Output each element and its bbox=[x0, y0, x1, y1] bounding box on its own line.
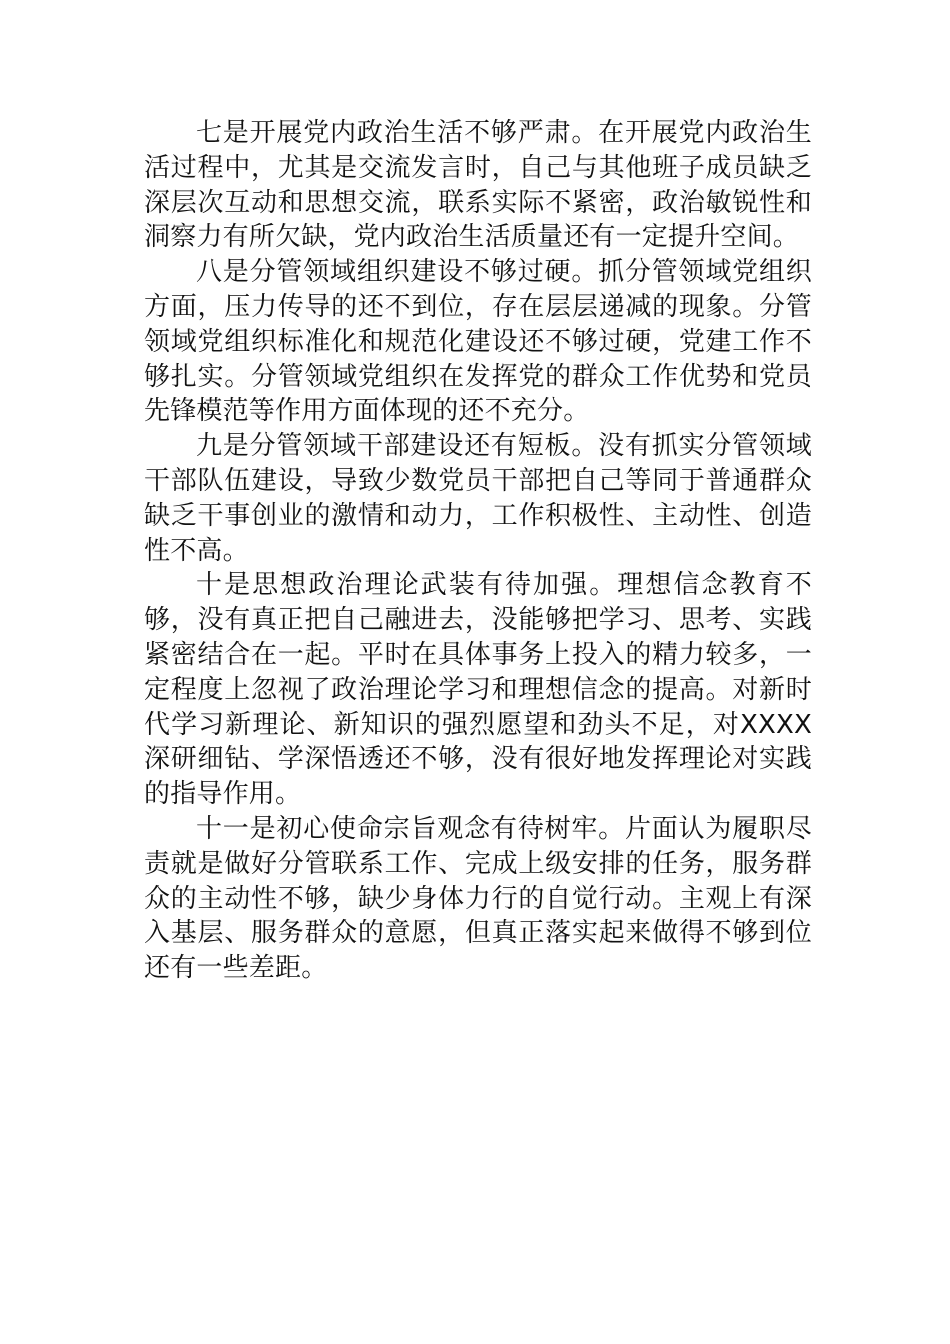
document-body bbox=[144, 116, 812, 986]
paragraph-11: 十一是初心使命宗旨观念有待树牢。片面认为履职尽责就是做好分管联系工作、完成上级安排的任务，服务群众的主动性不够，缺少身体力行的自觉行动。主观上有深入基层、服务群众的意愿，但真正落实起来做得不够到位还有一些差距。 bbox=[144, 813, 812, 984]
paragraph-10: 十是思想政治理论武装有待加强。理想信念教育不够，没有真正把自己融进去，没能够把学习、思考、实践紧密结合在一起。平时在具体事务上投入的精力较多，一定程度上忽视了政治理论学习和理想信念的提高。对新时代学习新理论、新知识的强烈愿望和劲头不足，对XXXX深研细钻、学深悟透还不够，没有很好地发挥理论对实践的指导作用。 bbox=[144, 570, 812, 810]
paragraph-7: 七是开展党内政治生活不够严肃。在开展党内政治生活过程中，尤其是交流发言时，自己与其他班子成员缺乏深层次互动和思想交流，联系实际不紧密，政治敏锐性和洞察力有所欠缺，党内政治生活质量还有一定提升空间。 bbox=[144, 118, 812, 253]
paragraph-9: 九是分管领域干部建设还有短板。没有抓实分管领域干部队伍建设，导致少数党员干部把自己等同于普通群众缺乏干事创业的激情和动力，工作积极性、主动性、创造性不高。 bbox=[144, 431, 812, 566]
paragraph-8: 八是分管领域组织建设不够过硬。抓分管领域党组织方面，压力传导的还不到位，存在层层递减的现象。分管领域党组织标准化和规范化建设还不够过硬，党建工作不够扎实。分管领域党组织在发挥党的群众工作优势和党员先锋模范等作用方面体现的还不充分。 bbox=[144, 257, 812, 427]
